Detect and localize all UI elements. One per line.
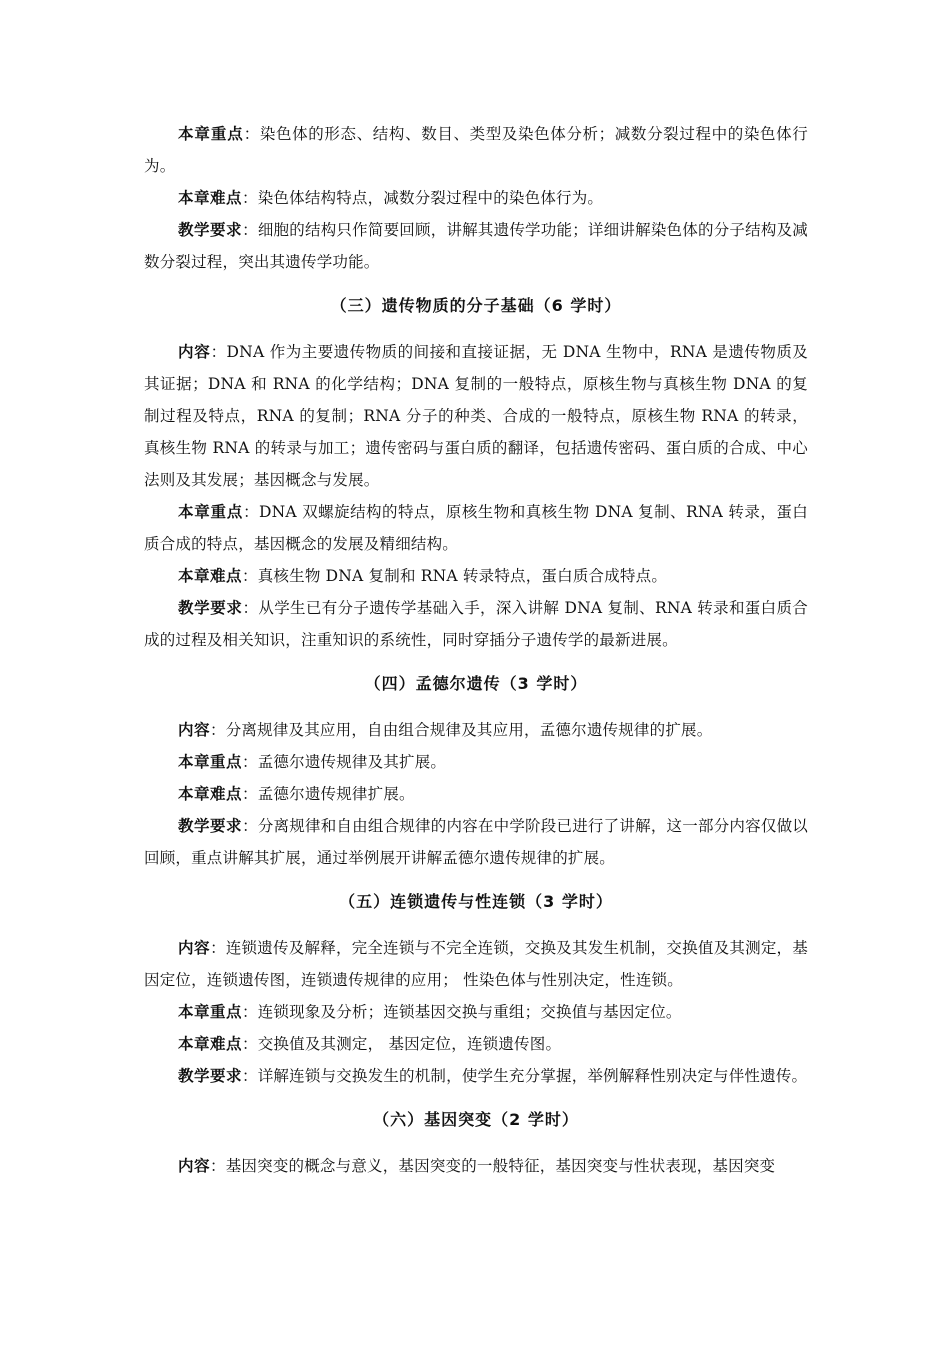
paragraph-label: 内容 [178, 343, 211, 361]
paragraph-label: 教学要求 [178, 817, 243, 835]
paragraph-difficulties [144, 778, 808, 810]
paragraph-difficulties [144, 1028, 808, 1060]
section-heading: （三）遗传物质的分子基础（6 学时） [330, 296, 622, 315]
paragraph-requirements [144, 1060, 808, 1092]
paragraph-requirements [144, 810, 808, 874]
paragraph-key-points [144, 118, 808, 182]
paragraph-difficulties [144, 560, 808, 592]
paragraph-text: ：交换值及其测定， 基因定位，连锁遗传图。 [242, 1035, 562, 1053]
paragraph-text: ：染色体结构特点，减数分裂过程中的染色体行为。 [242, 189, 604, 207]
paragraph-label: 内容 [178, 721, 211, 739]
paragraph-text: ：染色体的形态、结构、数目、类型及染色体分析；减数分裂过程中的染色体行为。 [144, 125, 808, 175]
paragraph-key-points [144, 496, 808, 560]
paragraph-label: 本章难点 [178, 1035, 243, 1053]
paragraph-label: 本章重点 [178, 753, 243, 771]
paragraph-text: ：基因突变的概念与意义，基因突变的一般特征，基因突变与性状表现，基因突变 [210, 1157, 776, 1175]
paragraph-label: 教学要求 [178, 1067, 243, 1085]
paragraph-label: 本章难点 [178, 189, 243, 207]
paragraph-key-points [144, 996, 808, 1028]
paragraph-text: ：真核生物 DNA 复制和 RNA 转录特点，蛋白质合成特点。 [242, 567, 668, 585]
paragraph-label: 本章难点 [178, 785, 243, 803]
paragraph-text: ：连锁现象及分析；连锁基因交换与重组；交换值与基因定位。 [242, 1003, 682, 1021]
paragraph-content [144, 714, 808, 746]
paragraph-label: 内容 [178, 939, 211, 957]
paragraph-label: 本章重点 [178, 125, 244, 143]
paragraph-key-points [144, 746, 808, 778]
section-heading: （五）连锁遗传与性连锁（3 学时） [339, 892, 613, 911]
paragraph-label: 内容 [178, 1157, 211, 1175]
paragraph-label: 教学要求 [178, 221, 243, 239]
paragraph-requirements [144, 592, 808, 656]
paragraph-text: ：连锁遗传及解释，完全连锁与不完全连锁，交换及其发生机制，交换值及其测定，基因定位，连锁遗传图，连锁遗传规律的应用； 性染色体与性别决定，性连锁。 [144, 939, 808, 989]
paragraph-text: ：分离规律和自由组合规律的内容在中学阶段已进行了讲解，这一部分内容仅做以回顾，重点讲解其扩展，通过举例展开讲解孟德尔遗传规律的扩展。 [144, 817, 808, 867]
paragraph-text: ：详解连锁与交换发生的机制，使学生充分掌握，举例解释性别决定与伴性遗传。 [242, 1067, 808, 1085]
section-heading: （四）孟德尔遗传（3 学时） [364, 674, 588, 693]
paragraph-text: ：从学生已有分子遗传学基础入手，深入讲解 DNA 复制、RNA 转录和蛋白质合成的过程及相关知识，注重知识的系统性，同时穿插分子遗传学的最新进展。 [144, 599, 808, 649]
paragraph-label: 本章难点 [178, 567, 243, 585]
paragraph-content [144, 932, 808, 996]
paragraph-label: 本章重点 [178, 1003, 243, 1021]
paragraph-content [144, 1150, 808, 1182]
paragraph-text: ：孟德尔遗传规律及其扩展。 [242, 753, 447, 771]
paragraph-label: 本章重点 [178, 503, 244, 521]
paragraph-text: ：DNA 双螺旋结构的特点，原核生物和真核生物 DNA 复制、RNA 转录，蛋白质合成的特点，基因概念的发展及精细结构。 [144, 503, 808, 553]
paragraph-requirements [144, 214, 808, 278]
paragraph-text: ：DNA 作为主要遗传物质的间接和直接证据，无 DNA 生物中，RNA 是遗传物质及其证据；DNA 和 RNA 的化学结构；DNA 复制的一般特点，原核生物与真核生物 DNA 的复制过程及特点，RNA 的复制；RNA 分子的种类、合成的一般特点，原核生物 RNA 的转录，真核生物 RNA 的转录与加工；遗传密码与蛋白质的翻译，包括遗传密码、蛋白质的合成、中心法则及其发展；基因概念与发展。 [144, 343, 808, 489]
paragraph-text: ：孟德尔遗传规律扩展。 [242, 785, 415, 803]
paragraph-content [144, 336, 808, 496]
paragraph-text: ：分离规律及其应用，自由组合规律及其应用，孟德尔遗传规律的扩展。 [210, 721, 713, 739]
paragraph-label: 教学要求 [178, 599, 243, 617]
paragraph-text: ：细胞的结构只作简要回顾，讲解其遗传学功能；详细讲解染色体的分子结构及减数分裂过程，突出其遗传学功能。 [144, 221, 808, 271]
paragraph-difficulties [144, 182, 808, 214]
section-heading: （六）基因突变（2 学时） [373, 1110, 579, 1129]
